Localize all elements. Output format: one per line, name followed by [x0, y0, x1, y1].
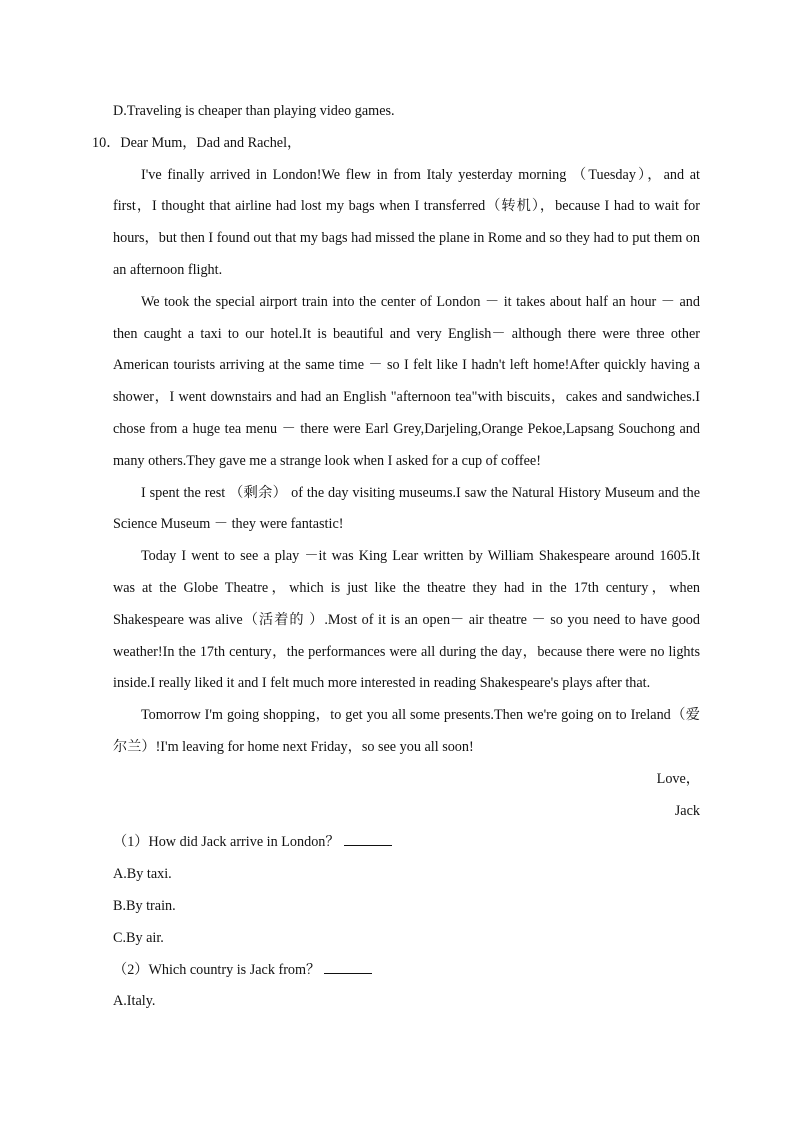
- sub-question-1-option-b: B.By train.: [113, 897, 176, 914]
- sub-question-2-option-a: A.Italy.: [113, 993, 156, 1010]
- sub-question-2: [113, 955, 700, 987]
- letter-paragraph-3: I spent the rest （剩余） of the day visiting museums.I saw the Natural History Museum and the Science Museum － they were fantastic!: [113, 484, 700, 533]
- question-header: [92, 128, 700, 160]
- sub-question-1-option-a: A.By taxi.: [113, 866, 172, 883]
- answer-blank-2[interactable]: [324, 959, 372, 974]
- sub-question-1: [113, 827, 700, 859]
- letter-salutation: Dear Mum，Dad and Rachel，: [120, 134, 302, 151]
- letter-signature: Jack: [674, 802, 700, 819]
- sub-question-2-label: （2）Which country is Jack from？: [113, 961, 321, 978]
- question-number: 10．: [92, 134, 121, 151]
- letter-paragraph-5: Tomorrow I'm going shopping，to get you all some presents.Then we're going on to Ireland（爱尔兰）!I'm leaving for home next Friday，so see you all soon!: [113, 707, 700, 755]
- letter-closing: Love，: [656, 770, 700, 787]
- letter-paragraph-1: I've finally arrived in London!We flew in from Italy yesterday morning （Tuesday），and at first，I thought that airline had lost my bags when I transferred（转机），because I had to wait for hours，but then I found out that my bags had missed the plane in Rome and so they had to put them on an afternoon flight.: [113, 166, 700, 278]
- letter-paragraph-4: Today I went to see a play －it was King Lear written by William Shakespeare around 1605.It was at the Globe Theatre，which is just like the theatre they had in the 17th century，when Shakespeare was alive（活着的 ）.Most of it is an open－ air theatre － so you need to have good weather!In the 17th century，the performances were all during the day，because there were no lights inside.I really liked it and I felt much more interested in reading Shakespeare's plays after that.: [113, 548, 700, 692]
- letter-paragraph-2: We took the special airport train into the center of London － it takes about half an hour － and then caught a taxi to our hotel.It is beautiful and very English－ although there were three other American tourists arriving at the same time － so I felt like I hadn't left home!After quickly having a shower，I went downstairs and had an English "afternoon tea"with biscuits，cakes and sandwiches.I chose from a huge tea menu － there were Earl Grey,Darjeling,Orange Pekoe,Lapsang Souchong and many others.They gave me a strange look when I asked for a cup of coffee!: [113, 293, 700, 469]
- previous-option-d: D.Traveling is cheaper than playing video games.: [113, 103, 395, 119]
- sub-question-1-option-c: C.By air.: [113, 929, 164, 946]
- page-content: [92, 96, 700, 1018]
- answer-blank-1[interactable]: [344, 831, 392, 846]
- sub-question-1-label: （1）How did Jack arrive in London？: [113, 834, 340, 851]
